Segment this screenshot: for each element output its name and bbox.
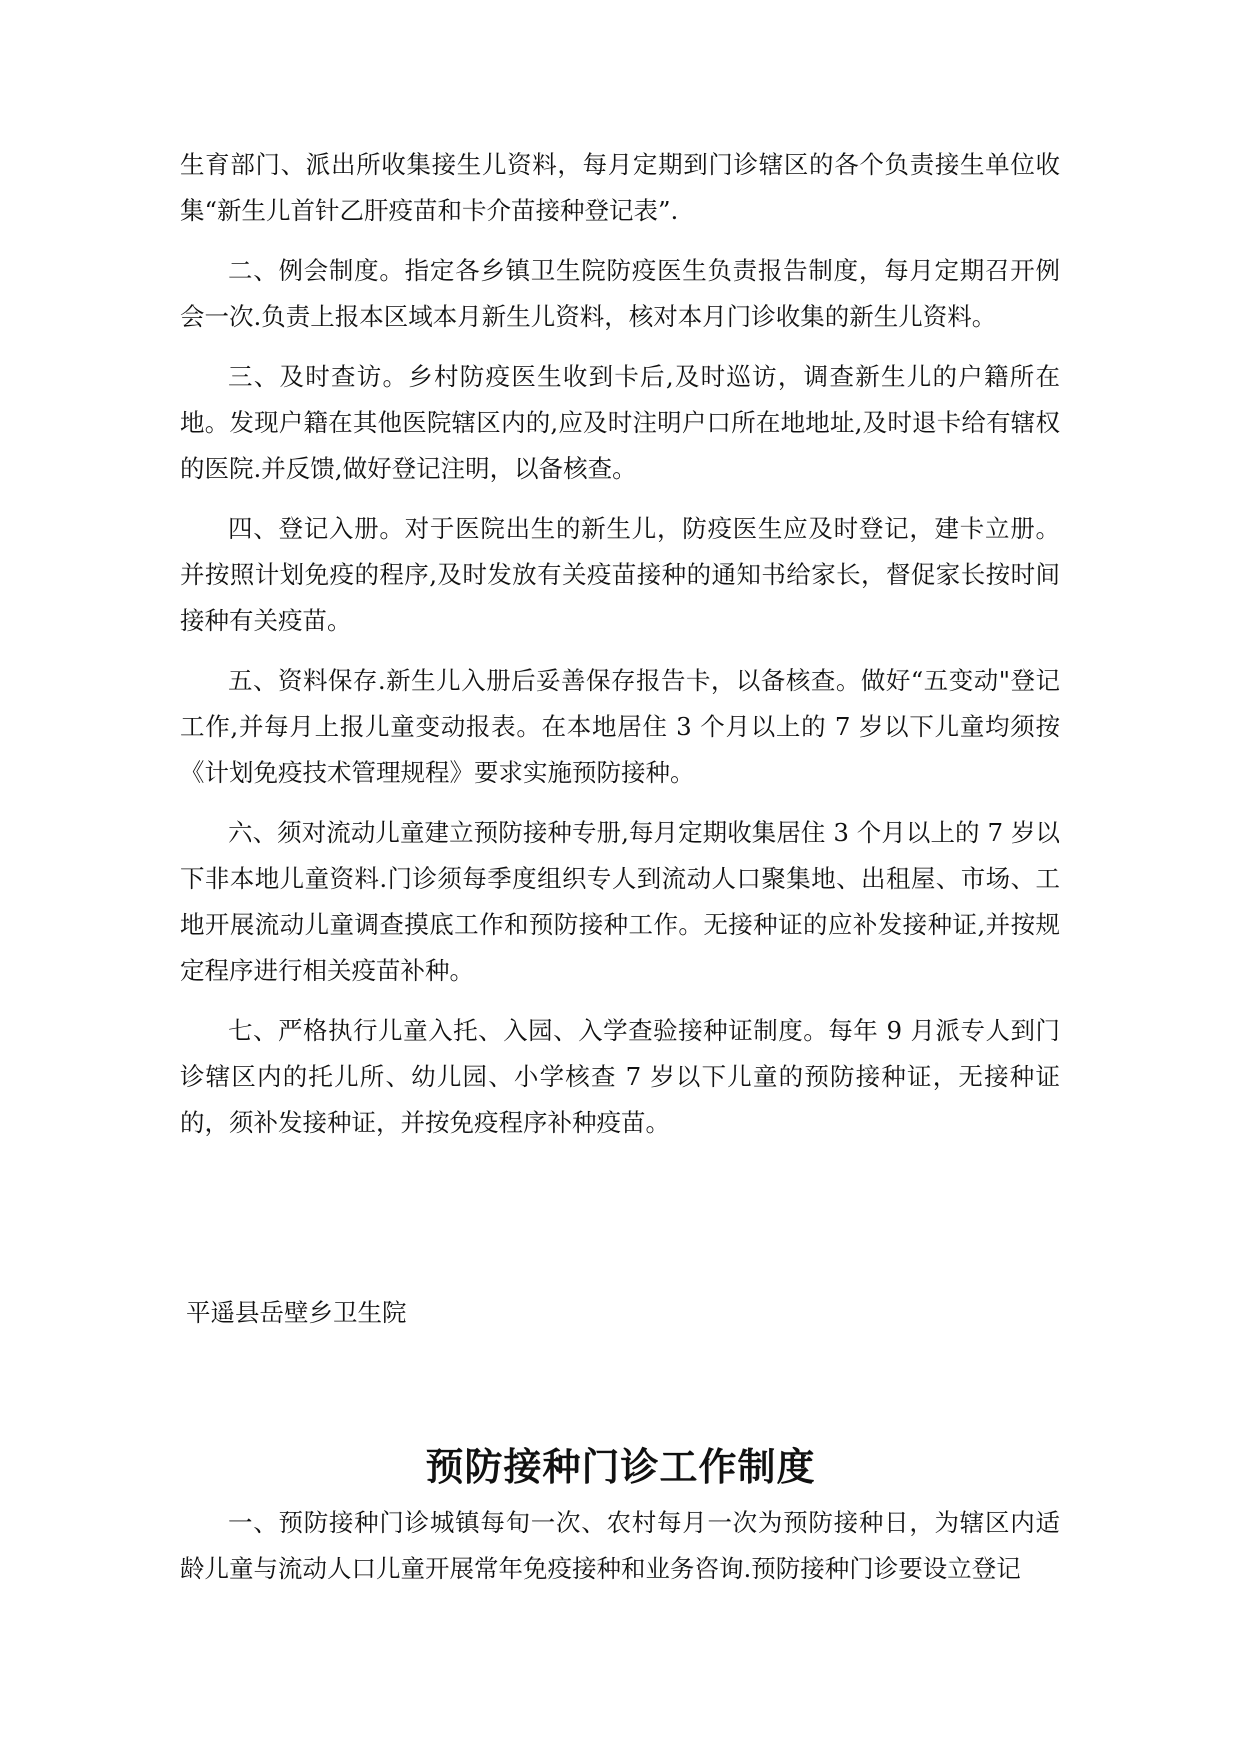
previous-section-text bbox=[180, 142, 1060, 1160]
rule-paragraph-1: 一、预防接种门诊城镇每旬一次、农村每月一次为预防接种日，为辖区内适龄儿童与流动人口儿童开展常年免疫接种和业务咨询.预防接种门诊要设立登记 bbox=[180, 1508, 1060, 1583]
rule-paragraph-5: 五、资料保存.新生儿入册后妥善保存报告卡，以备核查。做好“五变动"登记工作,并每月上报儿童变动报表。在本地居住 3 个月以上的 7 岁以下儿童均须按《计划免疫技术管理规程》要求实施预防接种。 bbox=[180, 666, 1060, 787]
rule-paragraph-3: 三、及时查访。乡村防疫医生收到卡后,及时巡访，调查新生儿的户籍所在地。发现户籍在其他医院辖区内的,应及时注明户口所在地地址,及时退卡给有辖权的医院.并反馈,做好登记注明，以备核查。 bbox=[180, 362, 1060, 483]
document-title: 预防接种门诊工作制度 bbox=[425, 1444, 816, 1489]
rule-paragraph-7: 七、严格执行儿童入托、入园、入学查验接种证制度。每年 9 月派专人到门诊辖区内的托儿所、幼儿园、小学核查 7 岁以下儿童的预防接种证，无接种证的，须补发接种证，并按免疫程序补种疫苗。 bbox=[180, 1016, 1060, 1137]
rule-paragraph-2: 二、例会制度。指定各乡镇卫生院防疫医生负责报告制度，每月定期召开例会一次.负责上报本区域本月新生儿资料，核对本月门诊收集的新生儿资料。 bbox=[180, 256, 1060, 331]
document-body bbox=[180, 1500, 1060, 1606]
rule-paragraph-4: 四、登记入册。对于医院出生的新生儿，防疫医生应及时登记，建卡立册。并按照计划免疫的程序,及时发放有关疫苗接种的通知书给家长，督促家长按时间接种有关疫苗。 bbox=[180, 514, 1060, 635]
rule-paragraph-6: 六、须对流动儿童建立预防接种专册,每月定期收集居住 3 个月以上的 7 岁以下非本地儿童资料.门诊须每季度组织专人到流动人口聚集地、出租屋、市场、工地开展流动儿童调查摸底工作和预防接种工作。无接种证的应补发接种证,并按规定程序进行相关疫苗补种。 bbox=[180, 818, 1060, 985]
issuer-signature: 平遥县岳壁乡卫生院 bbox=[186, 1298, 407, 1327]
continuation-paragraph: 生育部门、派出所收集接生儿资料，每月定期到门诊辖区的各个负责接生单位收集“新生儿首针乙肝疫苗和卡介苗接种登记表”. bbox=[180, 150, 1060, 225]
